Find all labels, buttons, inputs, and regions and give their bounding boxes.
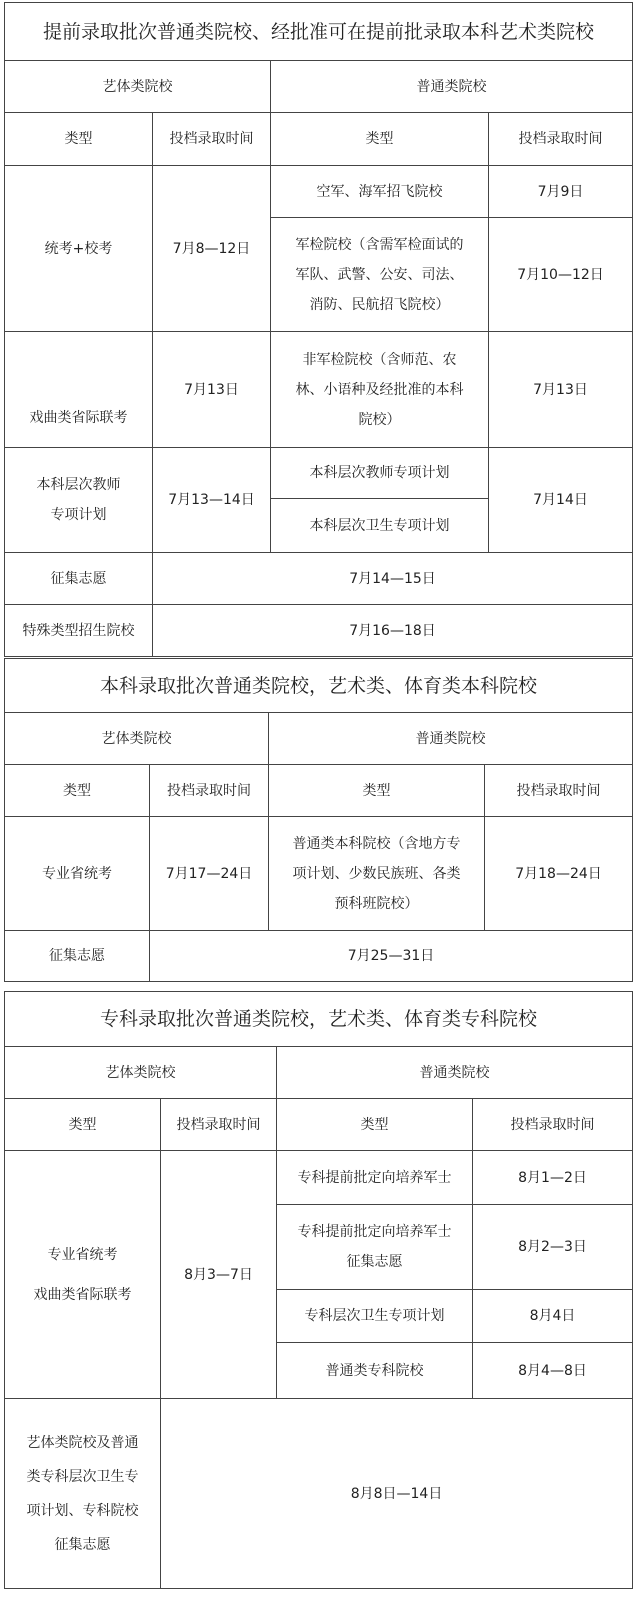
col-time-header: 投档录取时间: [473, 1099, 633, 1151]
line-gap: [13, 1270, 152, 1280]
supplementary-time: 7月14—15日: [153, 553, 633, 605]
general-type-cell: 普通类专科院校: [277, 1343, 473, 1399]
cell-line: 普通类本科院校（含地方专: [292, 835, 461, 852]
art-time-cell: 7月13日: [153, 332, 271, 448]
general-type-cell: 专科层次卫生专项计划: [277, 1290, 473, 1343]
general-type-cell: 空军、海军招飞院校: [271, 166, 489, 218]
general-type-cell: [271, 332, 489, 448]
table-undergraduate-batch: [4, 658, 633, 982]
cell-line: 专业省统考: [47, 1246, 118, 1263]
supplementary-label: 征集志愿: [5, 553, 153, 605]
cell-line: 项计划、专科院校: [26, 1502, 139, 1519]
cell-line: 征集志愿: [54, 1536, 111, 1553]
general-time-cell: 8月1—2日: [473, 1151, 633, 1205]
cell-line: 非军检院校（含师范、农: [302, 351, 457, 368]
art-schools-header: 艺体类院校: [5, 713, 269, 765]
cell-line: 戏曲类省际联考: [33, 1286, 132, 1303]
art-time-cell: 7月13—14日: [153, 448, 271, 553]
table-title: 本科录取批次普通类院校，艺术类、体育类本科院校: [5, 659, 633, 713]
general-type-cell: 本科层次教师专项计划: [271, 448, 489, 499]
col-type-header: 类型: [277, 1099, 473, 1151]
col-type-header: 类型: [5, 1099, 161, 1151]
art-type-cell: 专业省统考: [5, 817, 150, 931]
supplementary-time: 7月25—31日: [150, 931, 633, 982]
special-type-time: 7月16—18日: [153, 605, 633, 657]
cell-line: 专项计划: [50, 507, 107, 523]
general-type-cell: [271, 218, 489, 332]
col-type-header: 类型: [5, 113, 153, 166]
col-type-header: 类型: [5, 765, 150, 817]
art-type-cell: [5, 448, 153, 553]
general-schools-header: 普通类院校: [277, 1047, 633, 1099]
cell-line: 项计划、少数民族班、各类: [292, 865, 461, 882]
col-type-header: 类型: [269, 765, 485, 817]
table-title: 专科录取批次普通类院校，艺术类、体育类专科院校: [5, 992, 633, 1047]
supplementary-label: 征集志愿: [5, 931, 150, 982]
art-type-cell: 戏曲类省际联考: [5, 332, 153, 448]
art-type-cell: 统考+校考: [5, 166, 153, 332]
col-time-header: 投档录取时间: [489, 113, 633, 166]
supplementary-time: 8月8日—14日: [161, 1399, 633, 1589]
table-title: 提前录取批次普通类院校、经批准可在提前批录取本科艺术类院校: [5, 3, 633, 61]
general-time-cell: 7月10—12日: [489, 218, 633, 332]
general-time-cell: 8月4—8日: [473, 1343, 633, 1399]
general-time-cell: 7月14日: [489, 448, 633, 553]
cell-line: 征集志愿: [346, 1254, 403, 1270]
general-time-cell: 7月9日: [489, 166, 633, 218]
general-schools-header: 普通类院校: [269, 713, 633, 765]
cell-line: 本科层次教师: [36, 477, 121, 493]
col-type-header: 类型: [271, 113, 489, 166]
cell-line: 林、小语种及经批准的本科: [295, 381, 464, 398]
general-time-cell: 8月2—3日: [473, 1205, 633, 1290]
general-schools-header: 普通类院校: [271, 61, 633, 113]
cell-line: 预科班院校）: [334, 895, 419, 912]
art-schools-header: 艺体类院校: [5, 1047, 277, 1099]
col-time-header: 投档录取时间: [161, 1099, 277, 1151]
cell-line: 消防、民航招飞院校）: [309, 296, 450, 313]
supplementary-label: [5, 1399, 161, 1589]
col-time-header: 投档录取时间: [153, 113, 271, 166]
col-time-header: 投档录取时间: [150, 765, 269, 817]
cell-line: 军检院校（含需军检面试的: [295, 236, 464, 253]
art-time-cell: 7月8—12日: [153, 166, 271, 332]
general-time-cell: 7月13日: [489, 332, 633, 448]
special-type-label: 特殊类型招生院校: [5, 605, 153, 657]
art-type-cell: [5, 1151, 161, 1399]
general-time-cell: 7月18—24日: [485, 817, 633, 931]
art-time-cell: 7月17—24日: [150, 817, 269, 931]
table-junior-college-batch: [4, 991, 633, 1589]
cell-line: 专科提前批定向培养军士: [297, 1224, 452, 1240]
col-time-header: 投档录取时间: [485, 765, 633, 817]
table-early-batch: [4, 2, 633, 657]
general-type-cell: [269, 817, 485, 931]
general-type-cell: 专科提前批定向培养军士: [277, 1151, 473, 1205]
cell-line: 院校）: [358, 411, 401, 428]
art-schools-header: 艺体类院校: [5, 61, 271, 113]
general-time-cell: 8月4日: [473, 1290, 633, 1343]
general-type-cell: 本科层次卫生专项计划: [271, 499, 489, 553]
art-time-cell: 8月3—7日: [161, 1151, 277, 1399]
cell-line: 军队、武警、公安、司法、: [295, 266, 464, 283]
cell-line: 艺体类院校及普通: [26, 1434, 139, 1451]
cell-line: 类专科层次卫生专: [26, 1468, 139, 1485]
general-type-cell: [277, 1205, 473, 1290]
